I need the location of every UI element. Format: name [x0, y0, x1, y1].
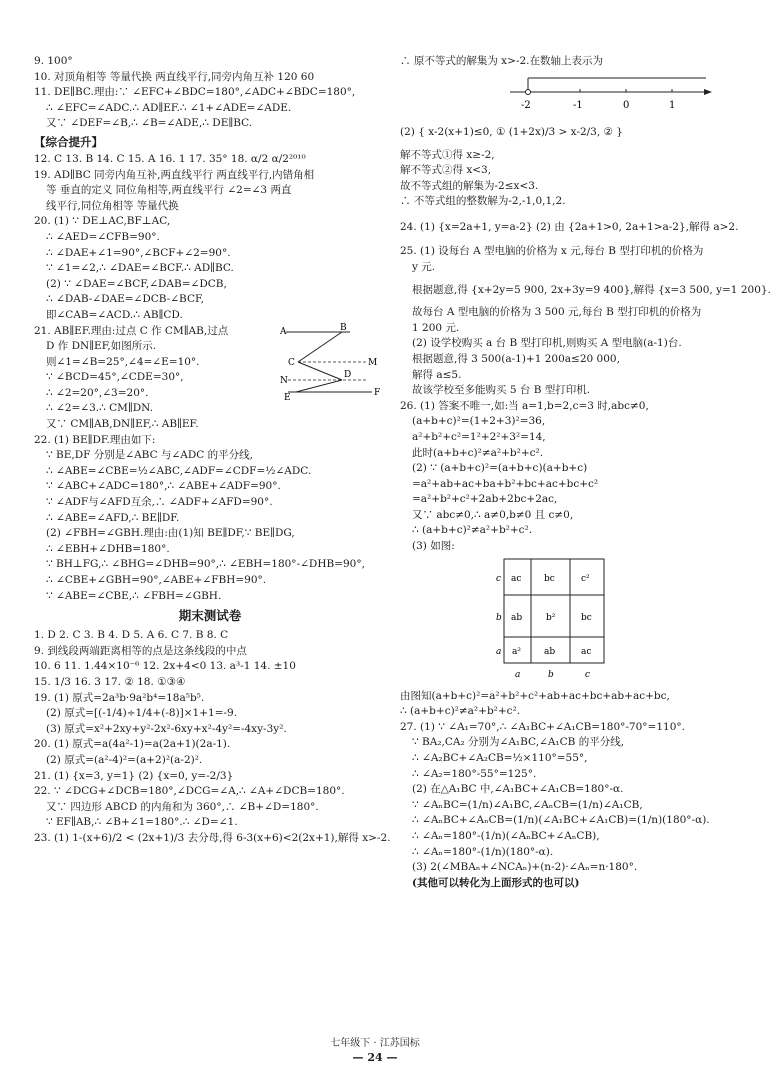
col-label: b: [548, 669, 554, 680]
grid-cell: c²: [581, 573, 590, 584]
answer-line: (2) { x-2(x+1)≤0, ① (1+2x)/3 > x-2/3, ② }: [400, 125, 623, 138]
figure-21-block: [34, 324, 386, 433]
answer-line: 解不等式②得 x<3,: [400, 164, 492, 177]
answer-line: ∵ BH⊥FG,∴ ∠BHG=∠DHB=90°,∴ ∠EBH=180°-∠DHB=90°,: [46, 558, 365, 571]
answer-line: 11. DE∥BC.理由:∵ ∠EFC+∠BDC=180°,∠ADC+∠BDC=180°,: [34, 86, 356, 99]
point-label: F: [374, 387, 381, 398]
answer-line: ∵ ∠BCD=45°,∠CDE=30°,: [46, 371, 184, 384]
answer-line: (其他可以转化为上面形式的也可以): [412, 876, 580, 889]
tick-label: -1: [573, 99, 583, 111]
answer-line: 9. 到线段两端距离相等的点是这条线段的中点: [34, 644, 247, 657]
answer-line: ∴ ∠DAE+∠1=90°,∠BCF+∠2=90°.: [46, 246, 231, 259]
answer-line: =a²+b²+c²+2ab+2bc+2ac,: [412, 493, 558, 506]
grid-cell: ab: [511, 612, 523, 623]
answer-line: (3) 如图:: [412, 540, 455, 553]
answer-line: y 元.: [412, 260, 436, 273]
answer-line: 又∵ abc≠0,∴ a≠0,b≠0 且 c≠0,: [412, 508, 574, 521]
answer-line: 又∵ ∠DEF=∠B,∴ ∠B=∠ADE,∴ DE∥BC.: [46, 117, 253, 130]
answer-line: 21. AB∥EF.理由:过点 C 作 CM∥AB,过点: [34, 324, 229, 337]
answer-line: 22. (1) BE∥DF.理由如下:: [34, 433, 156, 446]
answer-line: 10. 6 11. 1.44×10⁻⁶ 12. 2x+4<0 13. a³-1 14. ±10: [34, 660, 296, 673]
answer-line: ∴ ∠ABE=∠CBE=½∠ABC,∠ADF=∠CDF=½∠ADC.: [46, 464, 312, 477]
right-column: [400, 54, 771, 891]
answer-line: 24. (1) {x=2a+1, y=a-2} (2) 由 {2a+1>0, 2a+1>a-2},解得 a>2.: [400, 220, 739, 233]
answer-line: ∴ ∠AₙBC+∠AₙCB=(1/n)(∠A₁BC+∠A₁CB)=(1/n)(180°-α).: [412, 814, 710, 827]
answer-line: ∵ BE,DF 分别是∠ABC 与∠ADC 的平分线,: [46, 449, 253, 462]
page-number: — 24 —: [352, 1051, 398, 1064]
answer-line: ∵ ∠ABE=∠CBE,∴ ∠FBH=∠GBH.: [46, 589, 222, 602]
left-column: [34, 54, 391, 847]
answer-line: =a²+ab+ac+ba+b²+bc+ac+bc+c²: [412, 477, 599, 490]
answer-line: ∴ ∠A₂=180°-55°=125°.: [412, 767, 537, 780]
answer-line: (2) ∵ ∠DAE=∠BCF,∠DAB=∠DCB,: [46, 277, 227, 290]
answer-line: 根据题意,得 3 500(a-1)+1 200a≤20 000,: [412, 352, 620, 365]
answer-line: 又∵ CM∥AB,DN∥EF,∴ AB∥EF.: [46, 418, 199, 431]
grid-cell: ac: [511, 573, 522, 584]
point-label: A: [280, 326, 287, 337]
grid-cell: bc: [581, 612, 592, 623]
answer-line: 22. ∵ ∠DCG+∠DCB=180°,∠DCG=∠A,∴ ∠A+∠DCB=180°.: [34, 785, 345, 798]
answer-line: ∴ (a+b+c)²≠a²+b²+c².: [400, 705, 521, 718]
col-label: a: [515, 669, 521, 680]
answer-line: 线平行,同位角相等 等量代换: [46, 199, 179, 212]
answer-line: ∵ ∠ADF与∠AFD互余,∴ ∠ADF+∠AFD=90°.: [46, 496, 273, 509]
answer-line: (2) 设学校购买 a 台 B 型打印机,则购买 A 型电脑(a-1)台.: [412, 337, 682, 350]
grid-cell: bc: [544, 573, 555, 584]
answer-line: (2) ∠FBH=∠GBH.理由:由(1)知 BE∥DF,∵ BE∥DG,: [46, 527, 295, 540]
answer-line: ∴ ∠Aₙ=180°-(1/n)(180°-α).: [412, 845, 554, 858]
answer-line: (a+b+c)²=(1+2+3)²=36,: [412, 415, 546, 428]
row-label: c: [496, 573, 502, 584]
answer-line: 故每台 A 型电脑的价格为 3 500 元,每台 B 型打印机的价格为: [412, 306, 702, 319]
answer-line: 19. AD∥BC 同旁内角互补,两直线平行 两直线平行,内错角相: [34, 168, 315, 181]
answer-line: ∴ ∠A₂BC+∠A₂CB=½×110°=55°,: [412, 752, 588, 765]
answer-line: (2) 原式=(a²-4)²=(a+2)²(a-2)².: [46, 753, 203, 766]
answer-line: 25. (1) 设每台 A 型电脑的价格为 x 元,每台 B 型打印机的价格为: [400, 244, 704, 257]
answer-line: 23. (1) 1-(x+6)/2 < (2x+1)/3 去分母,得 6-3(x+6)<2(2x+1),解得 x>-2.: [34, 831, 391, 844]
answer-line: ∴ ∠AED=∠CFB=90°.: [46, 230, 160, 243]
grade-label: 七年级下 · 江苏国标: [330, 1038, 420, 1049]
answer-line: 即∠CAB=∠ACD.∴ AB∥CD.: [46, 308, 183, 321]
row-label: a: [496, 646, 502, 657]
answer-line: 9. 100°: [34, 55, 73, 67]
answer-line: ∴ ∠EFC=∠ADC.∴ AD∥EF.∴ ∠1+∠ADE=∠ADE.: [46, 101, 292, 114]
point-label: D: [344, 369, 352, 380]
answer-line: 根据题意,得 {x+2y=5 900, 2x+3y=9 400},解得 {x=3 500, y=1 200}.: [412, 284, 771, 297]
answer-line: 27. (1) ∵ ∠A₁=70°,∴ ∠A₁BC+∠A₁CB=180°-70°=110°.: [400, 720, 685, 733]
answer-line: 15. 1/3 16. 3 17. ② 18. ①③④: [34, 675, 186, 688]
answer-line: ∴ ∠2=20°,∠3=20°.: [46, 386, 149, 399]
answer-line: 等 垂直的定义 同位角相等,两直线平行 ∠2=∠3 两直: [46, 184, 292, 197]
answer-line: 19. (1) 原式=2a³b·9a²b⁴=18a⁵b⁵.: [34, 691, 205, 704]
answer-line: (2) ∵ (a+b+c)²=(a+b+c)(a+b+c): [412, 462, 588, 475]
answer-line: ∴ ∠2=∠3.∴ CM∥DN.: [46, 402, 154, 415]
answer-line: 1. D 2. C 3. B 4. D 5. A 6. C 7. B 8. C: [34, 629, 229, 642]
answer-line: ∵ ∠1=∠2,∴ ∠DAE=∠BCF.∴ AD∥BC.: [46, 262, 234, 275]
answer-line: 20. (1) 原式=a(4a²-1)=a(2a+1)(2a-1).: [34, 738, 231, 751]
page-footer: [0, 1037, 750, 1065]
answer-line: ∴ ∠ABE=∠AFD,∴ BE∥DF.: [46, 511, 180, 524]
grid-cell: b²: [546, 612, 556, 623]
answer-line: ∵ ∠ABC+∠ADC=180°,∴ ∠ABE+∠ADF=90°.: [46, 480, 281, 493]
answer-line: ∵ EF∥AB,∴ ∠B+∠1=180°.∴ ∠D=∠1.: [46, 816, 238, 829]
answer-line: 解不等式①得 x≥-2,: [400, 148, 495, 161]
answer-line: ∵ ∠AₙBC=(1/n)∠A₁BC,∠AₙCB=(1/n)∠A₁CB,: [412, 798, 643, 811]
grid-cells: [511, 574, 592, 657]
answer-line: 故不等式组的解集为-2≤x<3.: [400, 179, 539, 192]
answer-line: (3) 2(∠MBAₙ+∠NCAₙ)+(n-2)·∠Aₙ=n·180°.: [412, 861, 638, 874]
tick-label: 0: [623, 99, 630, 111]
grid-cell: a²: [512, 646, 521, 657]
answer-line: 12. C 13. B 14. C 15. A 16. 1 17. 35° 18. α/2 α/2²⁰¹⁰: [34, 152, 306, 165]
answer-line: 故该学校至多能购买 5 台 B 型打印机.: [412, 384, 591, 397]
answer-line: (2) 在△A₁BC 中,∠A₁BC+∠A₁CB=180°-α.: [412, 783, 624, 796]
section-title: 期末测试卷: [178, 608, 242, 624]
point-label: B: [340, 322, 347, 333]
answer-line: 则∠1=∠B=25°,∠4=∠E=10°.: [46, 355, 200, 368]
answer-line: ∴ 原不等式的解集为 x>-2.在数轴上表示为: [400, 55, 603, 67]
answer-line: ∵ BA₂,CA₂ 分别为∠A₁BC,∠A₁CB 的平分线,: [412, 736, 625, 749]
answer-line: 又∵ 四边形 ABCD 的内角和为 360°,∴ ∠B+∠D=180°.: [46, 800, 319, 813]
answer-line: (3) 原式=x²+2xy+y²-2x²-6xy+x²-4y²=-4xy-3y².: [46, 722, 287, 735]
grid-cell: ab: [544, 646, 556, 657]
answer-line: 26. (1) 答案不唯一,如:当 a=1,b=2,c=3 时,abc≠0,: [400, 399, 649, 412]
answer-line: 20. (1) ∵ DE⊥AC,BF⊥AC,: [34, 215, 171, 228]
answer-line: D 作 DN∥EF,如图所示.: [46, 340, 157, 353]
row-label: b: [496, 612, 502, 623]
answer-line: 10. 对顶角相等 等量代换 两直线平行,同旁内角互补 120 60: [34, 70, 315, 83]
point-label: M: [368, 357, 378, 368]
answer-line: 1 200 元.: [412, 321, 460, 334]
point-label: E: [284, 392, 291, 403]
col-label: c: [585, 669, 591, 680]
area-grid-figure: [400, 555, 722, 689]
answer-line: 此时(a+b+c)²≠a²+b²+c².: [412, 446, 544, 459]
answer-line: ∴ 不等式组的整数解为-2,-1,0,1,2.: [400, 195, 566, 208]
point-label: N: [280, 375, 288, 386]
answer-line: ∴ ∠DAB-∠DAE=∠DCB-∠BCF,: [46, 293, 204, 306]
tick-label: 1: [669, 99, 676, 111]
answer-line: ∴ (a+b+c)²≠a²+b²+c².: [412, 524, 533, 537]
answer-line: ∴ ∠CBE+∠GBH=90°,∠ABE+∠FBH=90°.: [46, 574, 267, 586]
number-line-figure: [500, 70, 720, 116]
answer-line: 解得 a≤5.: [412, 368, 462, 381]
answer-line: ∴ ∠EBH+∠DHB=180°.: [46, 542, 170, 555]
section-heading: 【综合提升】: [34, 134, 103, 149]
tick-label: -2: [521, 99, 531, 111]
parallel-lines-figure: [280, 324, 384, 406]
answer-line: 21. (1) {x=3, y=1} (2) {x=0, y=-2/3}: [34, 769, 234, 782]
answer-line: ∴ ∠Aₙ=180°-(1/n)(∠AₙBC+∠AₙCB),: [412, 830, 600, 842]
answer-line: (2) 原式=[(-1/4)÷1/4+(-8)]×1+1=-9.: [46, 707, 238, 720]
grid-cell: ac: [581, 646, 592, 657]
point-label: C: [288, 357, 295, 368]
answer-line: 由图知(a+b+c)²=a²+b²+c²+ab+ac+bc+ab+ac+bc,: [400, 689, 670, 702]
answer-line: a²+b²+c²=1²+2²+3²=14,: [412, 430, 546, 443]
